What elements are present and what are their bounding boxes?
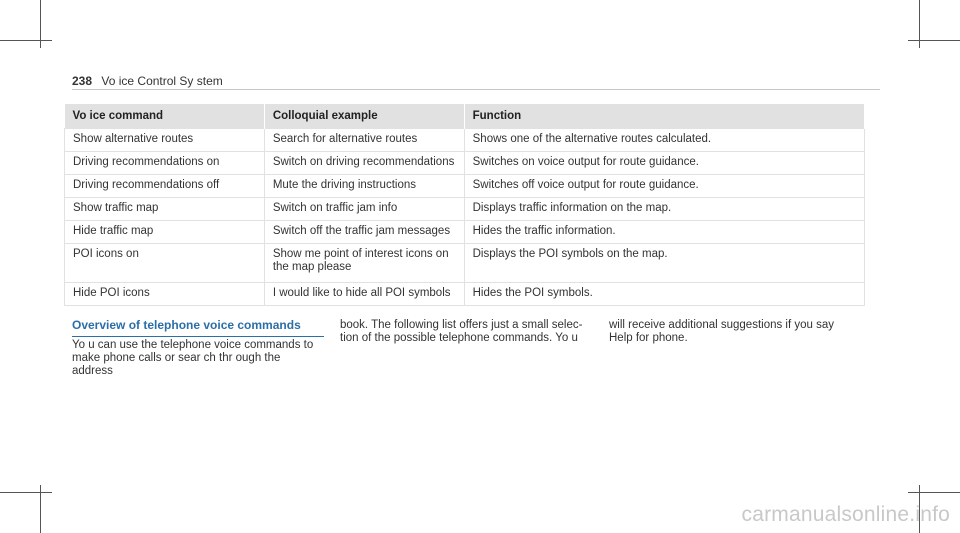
crop-mark <box>908 492 960 493</box>
table-cell: Shows one of the alternative routes calculated. <box>464 129 864 152</box>
table-cell: POI icons on <box>65 244 265 283</box>
table-cell: Show alternative routes <box>65 129 265 152</box>
table-row <box>65 221 865 244</box>
table-row <box>65 152 865 175</box>
table-row <box>65 283 865 306</box>
watermark: carmanualsonline.info <box>741 503 950 526</box>
page-title: Vo ice Control Sy stem <box>101 74 223 88</box>
table-cell: Switches on voice output for route guidance. <box>464 152 864 175</box>
table-cell: Driving recommendations off <box>65 175 265 198</box>
table-cell: Search for alternative routes <box>264 129 464 152</box>
crop-mark <box>0 40 52 41</box>
table-cell: Hide traffic map <box>65 221 265 244</box>
voice-command-table <box>64 104 865 306</box>
column-header: Colloquial example <box>264 104 464 129</box>
table-cell: Switches off voice output for route guidance. <box>464 175 864 198</box>
table-cell: Mute the driving instructions <box>264 175 464 198</box>
page-number: 238 <box>72 74 93 88</box>
table-row <box>65 129 865 152</box>
table-row <box>65 244 865 283</box>
table-cell: Displays traffic information on the map. <box>464 198 864 221</box>
section-heading: Overview of telephone voice commands <box>72 318 324 337</box>
table-header-row <box>65 104 865 129</box>
table-cell: Hides the traffic information. <box>464 221 864 244</box>
page-header <box>72 74 223 88</box>
crop-mark <box>0 492 52 493</box>
body-text-column-1: Yo u can use the telephone voice commands to make phone calls or sear ch thr ough the address <box>72 339 314 377</box>
table-cell: Hides the POI symbols. <box>464 283 864 306</box>
table-cell: Show me point of interest icons on the map please <box>264 244 464 283</box>
table-cell: Driving recommendations on <box>65 152 265 175</box>
table-cell: Switch off the traffic jam messages <box>264 221 464 244</box>
table-cell: Displays the POI symbols on the map. <box>464 244 864 283</box>
header-divider <box>72 89 880 90</box>
body-text-column-3: will receive additional suggestions if you say Help for phone. <box>609 319 835 344</box>
table-row <box>65 175 865 198</box>
crop-mark <box>908 40 960 41</box>
table-cell: Switch on driving recommendations <box>264 152 464 175</box>
table-cell: Show traffic map <box>65 198 265 221</box>
body-text-column-2: book. The following list offers just a small selec‐ tion of the possible telephone commands. Yo u <box>340 319 583 344</box>
column-header: Vo ice command <box>65 104 265 129</box>
column-header: Function <box>464 104 864 129</box>
table-cell: I would like to hide all POI symbols <box>264 283 464 306</box>
table-cell: Switch on traffic jam info <box>264 198 464 221</box>
table-cell: Hide POI icons <box>65 283 265 306</box>
table-row <box>65 198 865 221</box>
